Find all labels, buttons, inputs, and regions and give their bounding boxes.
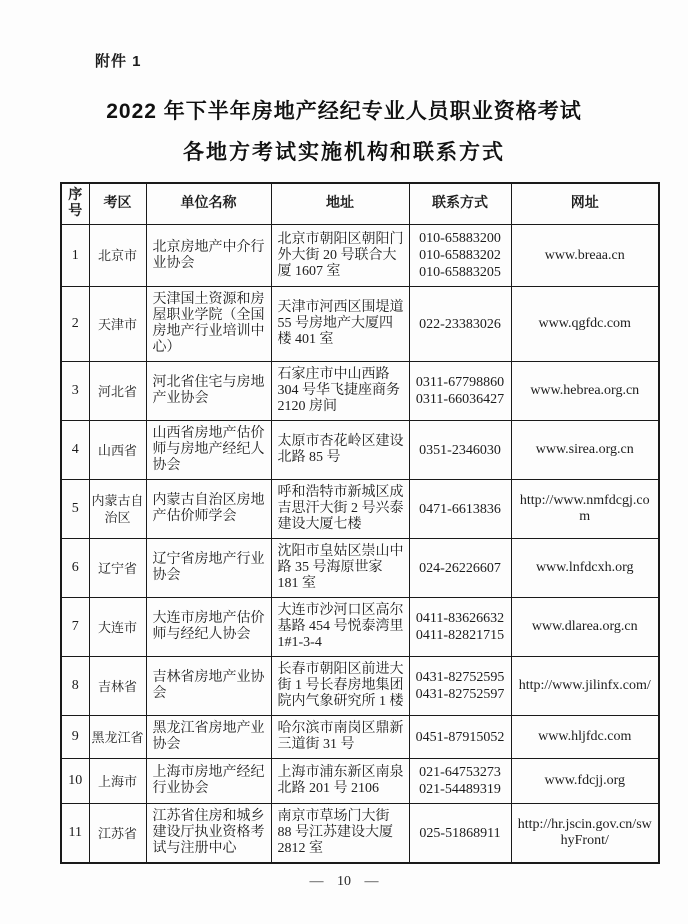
address-cell: 太原市杏花岭区建设北路 85 号 bbox=[271, 421, 409, 480]
row-number-cell: 3 bbox=[61, 362, 89, 421]
row-number-cell: 10 bbox=[61, 759, 89, 804]
address-cell: 沈阳市皇姑区崇山中路 35 号海原世家 181 室 bbox=[271, 539, 409, 598]
contact-cell bbox=[409, 804, 511, 864]
website-cell: www.fdcjj.org bbox=[511, 759, 659, 804]
contact-cell bbox=[409, 225, 511, 287]
unit-name-cell: 江苏省住房和城乡建设厅执业资格考试与注册中心 bbox=[146, 804, 271, 864]
region-cell: 上海市 bbox=[89, 759, 146, 804]
table-header-row bbox=[61, 183, 659, 225]
unit-name-cell: 大连市房地产估价师与经纪人协会 bbox=[146, 598, 271, 657]
phone-number: 024-26226607 bbox=[419, 560, 501, 576]
region-cell: 吉林省 bbox=[89, 657, 146, 716]
unit-name-cell: 天津国土资源和房屋职业学院（全国房地产行业培训中心） bbox=[146, 287, 271, 362]
phone-number: 0471-6613836 bbox=[419, 501, 501, 517]
phone-number: 0431-82752597 bbox=[415, 687, 505, 702]
address-cell: 石家庄市中山西路 304 号华飞捷座商务 2120 房间 bbox=[271, 362, 409, 421]
phone-number: 021-64753273 bbox=[419, 765, 501, 780]
phone-number: 0431-82752595 bbox=[415, 670, 505, 685]
row-number-cell: 4 bbox=[61, 421, 89, 480]
row-number-cell: 8 bbox=[61, 657, 89, 716]
phone-number: 022-23383026 bbox=[419, 316, 501, 332]
unit-name-cell: 内蒙古自治区房地产估价师学会 bbox=[146, 480, 271, 539]
phone-number: 0351-2346030 bbox=[419, 442, 501, 458]
phone-number: 010-65883205 bbox=[419, 265, 501, 280]
address-cell: 呼和浩特市新城区成吉思汗大街 2 号兴泰建设大厦七楼 bbox=[271, 480, 409, 539]
region-cell: 山西省 bbox=[89, 421, 146, 480]
contact-cell bbox=[409, 362, 511, 421]
address-cell: 南京市草场门大街 88 号江苏建设大厦 2812 室 bbox=[271, 804, 409, 864]
document-title-line-1: 2022 年下半年房地产经纪专业人员职业资格考试 bbox=[106, 100, 582, 123]
row-number-cell: 7 bbox=[61, 598, 89, 657]
region-cell: 大连市 bbox=[89, 598, 146, 657]
column-header: 序号 bbox=[61, 183, 89, 225]
region-cell: 内蒙古自治区 bbox=[89, 480, 146, 539]
row-number-cell: 2 bbox=[61, 287, 89, 362]
column-header: 网址 bbox=[511, 183, 659, 225]
table-row bbox=[61, 657, 659, 716]
website-cell: www.hebrea.org.cn bbox=[511, 362, 659, 421]
phone-number: 010-65883200 bbox=[419, 231, 501, 246]
region-cell: 河北省 bbox=[89, 362, 146, 421]
region-cell: 辽宁省 bbox=[89, 539, 146, 598]
website-cell: www.lnfdcxh.org bbox=[511, 539, 659, 598]
contact-table bbox=[60, 182, 660, 864]
contact-cell bbox=[409, 598, 511, 657]
unit-name-cell: 辽宁省房地产行业协会 bbox=[146, 539, 271, 598]
address-cell: 北京市朝阳区朝阳门外大街 20 号联合大厦 1607 室 bbox=[271, 225, 409, 287]
contact-cell bbox=[409, 287, 511, 362]
website-cell: http://hr.jscin.gov.cn/swhyFront/ bbox=[511, 804, 659, 864]
address-cell: 上海市浦东新区南泉北路 201 号 2106 bbox=[271, 759, 409, 804]
website-cell: http://www.jilinfx.com/ bbox=[511, 657, 659, 716]
address-cell: 长春市朝阳区前进大街 1 号长春房地集团院内气象研究所 1 楼 bbox=[271, 657, 409, 716]
row-number-cell: 6 bbox=[61, 539, 89, 598]
attachment-label: 附件 1 bbox=[95, 53, 142, 70]
table-row bbox=[61, 225, 659, 287]
unit-name-cell: 黑龙江省房地产业协会 bbox=[146, 716, 271, 759]
phone-number: 021-54489319 bbox=[419, 782, 501, 797]
phone-number: 0411-83626632 bbox=[415, 611, 505, 626]
unit-name-cell: 河北省住宅与房地产业协会 bbox=[146, 362, 271, 421]
phone-number: 025-51868911 bbox=[419, 825, 501, 841]
phone-number: 0411-82821715 bbox=[415, 628, 505, 643]
region-cell: 黑龙江省 bbox=[89, 716, 146, 759]
row-number-cell: 5 bbox=[61, 480, 89, 539]
column-header: 联系方式 bbox=[409, 183, 511, 225]
table-row bbox=[61, 539, 659, 598]
website-cell: www.hljfdc.com bbox=[511, 716, 659, 759]
address-cell: 天津市河西区围堤道 55 号房地产大厦四楼 401 室 bbox=[271, 287, 409, 362]
website-cell: http://www.nmfdcgj.com bbox=[511, 480, 659, 539]
table-row bbox=[61, 804, 659, 864]
website-cell: www.dlarea.org.cn bbox=[511, 598, 659, 657]
region-cell: 天津市 bbox=[89, 287, 146, 362]
address-cell: 大连市沙河口区高尔基路 454 号悦泰湾里 1#1-3-4 bbox=[271, 598, 409, 657]
table-row bbox=[61, 598, 659, 657]
table-body bbox=[61, 225, 659, 864]
website-cell: www.sirea.org.cn bbox=[511, 421, 659, 480]
table-header bbox=[61, 183, 659, 225]
contact-cell bbox=[409, 657, 511, 716]
unit-name-cell: 吉林省房地产业协会 bbox=[146, 657, 271, 716]
address-cell: 哈尔滨市南岗区鼎新三道街 31 号 bbox=[271, 716, 409, 759]
contact-cell bbox=[409, 759, 511, 804]
row-number-cell: 1 bbox=[61, 225, 89, 287]
table-row bbox=[61, 759, 659, 804]
page-number: — 10 — bbox=[309, 874, 379, 889]
region-cell: 北京市 bbox=[89, 225, 146, 287]
table-row bbox=[61, 480, 659, 539]
contact-cell bbox=[409, 480, 511, 539]
document-title-line-2: 各地方考试实施机构和联系方式 bbox=[183, 141, 505, 164]
document-title bbox=[0, 95, 688, 166]
column-header: 单位名称 bbox=[146, 183, 271, 225]
unit-name-cell: 上海市房地产经纪行业协会 bbox=[146, 759, 271, 804]
row-number-cell: 9 bbox=[61, 716, 89, 759]
region-cell: 江苏省 bbox=[89, 804, 146, 864]
contact-cell bbox=[409, 716, 511, 759]
phone-number: 010-65883202 bbox=[419, 248, 501, 263]
table-row bbox=[61, 362, 659, 421]
column-header: 地址 bbox=[271, 183, 409, 225]
table-row bbox=[61, 716, 659, 759]
contact-cell bbox=[409, 421, 511, 480]
phone-number: 0311-66036427 bbox=[415, 392, 505, 407]
row-number-cell: 11 bbox=[61, 804, 89, 864]
column-header: 考区 bbox=[89, 183, 146, 225]
phone-number: 0311-67798860 bbox=[415, 375, 505, 390]
table-row bbox=[61, 287, 659, 362]
unit-name-cell: 山西省房地产估价师与房地产经纪人协会 bbox=[146, 421, 271, 480]
phone-number: 0451-87915052 bbox=[415, 729, 505, 745]
table-row bbox=[61, 421, 659, 480]
website-cell: www.breaa.cn bbox=[511, 225, 659, 287]
contact-cell bbox=[409, 539, 511, 598]
unit-name-cell: 北京房地产中介行业协会 bbox=[146, 225, 271, 287]
website-cell: www.qgfdc.com bbox=[511, 287, 659, 362]
